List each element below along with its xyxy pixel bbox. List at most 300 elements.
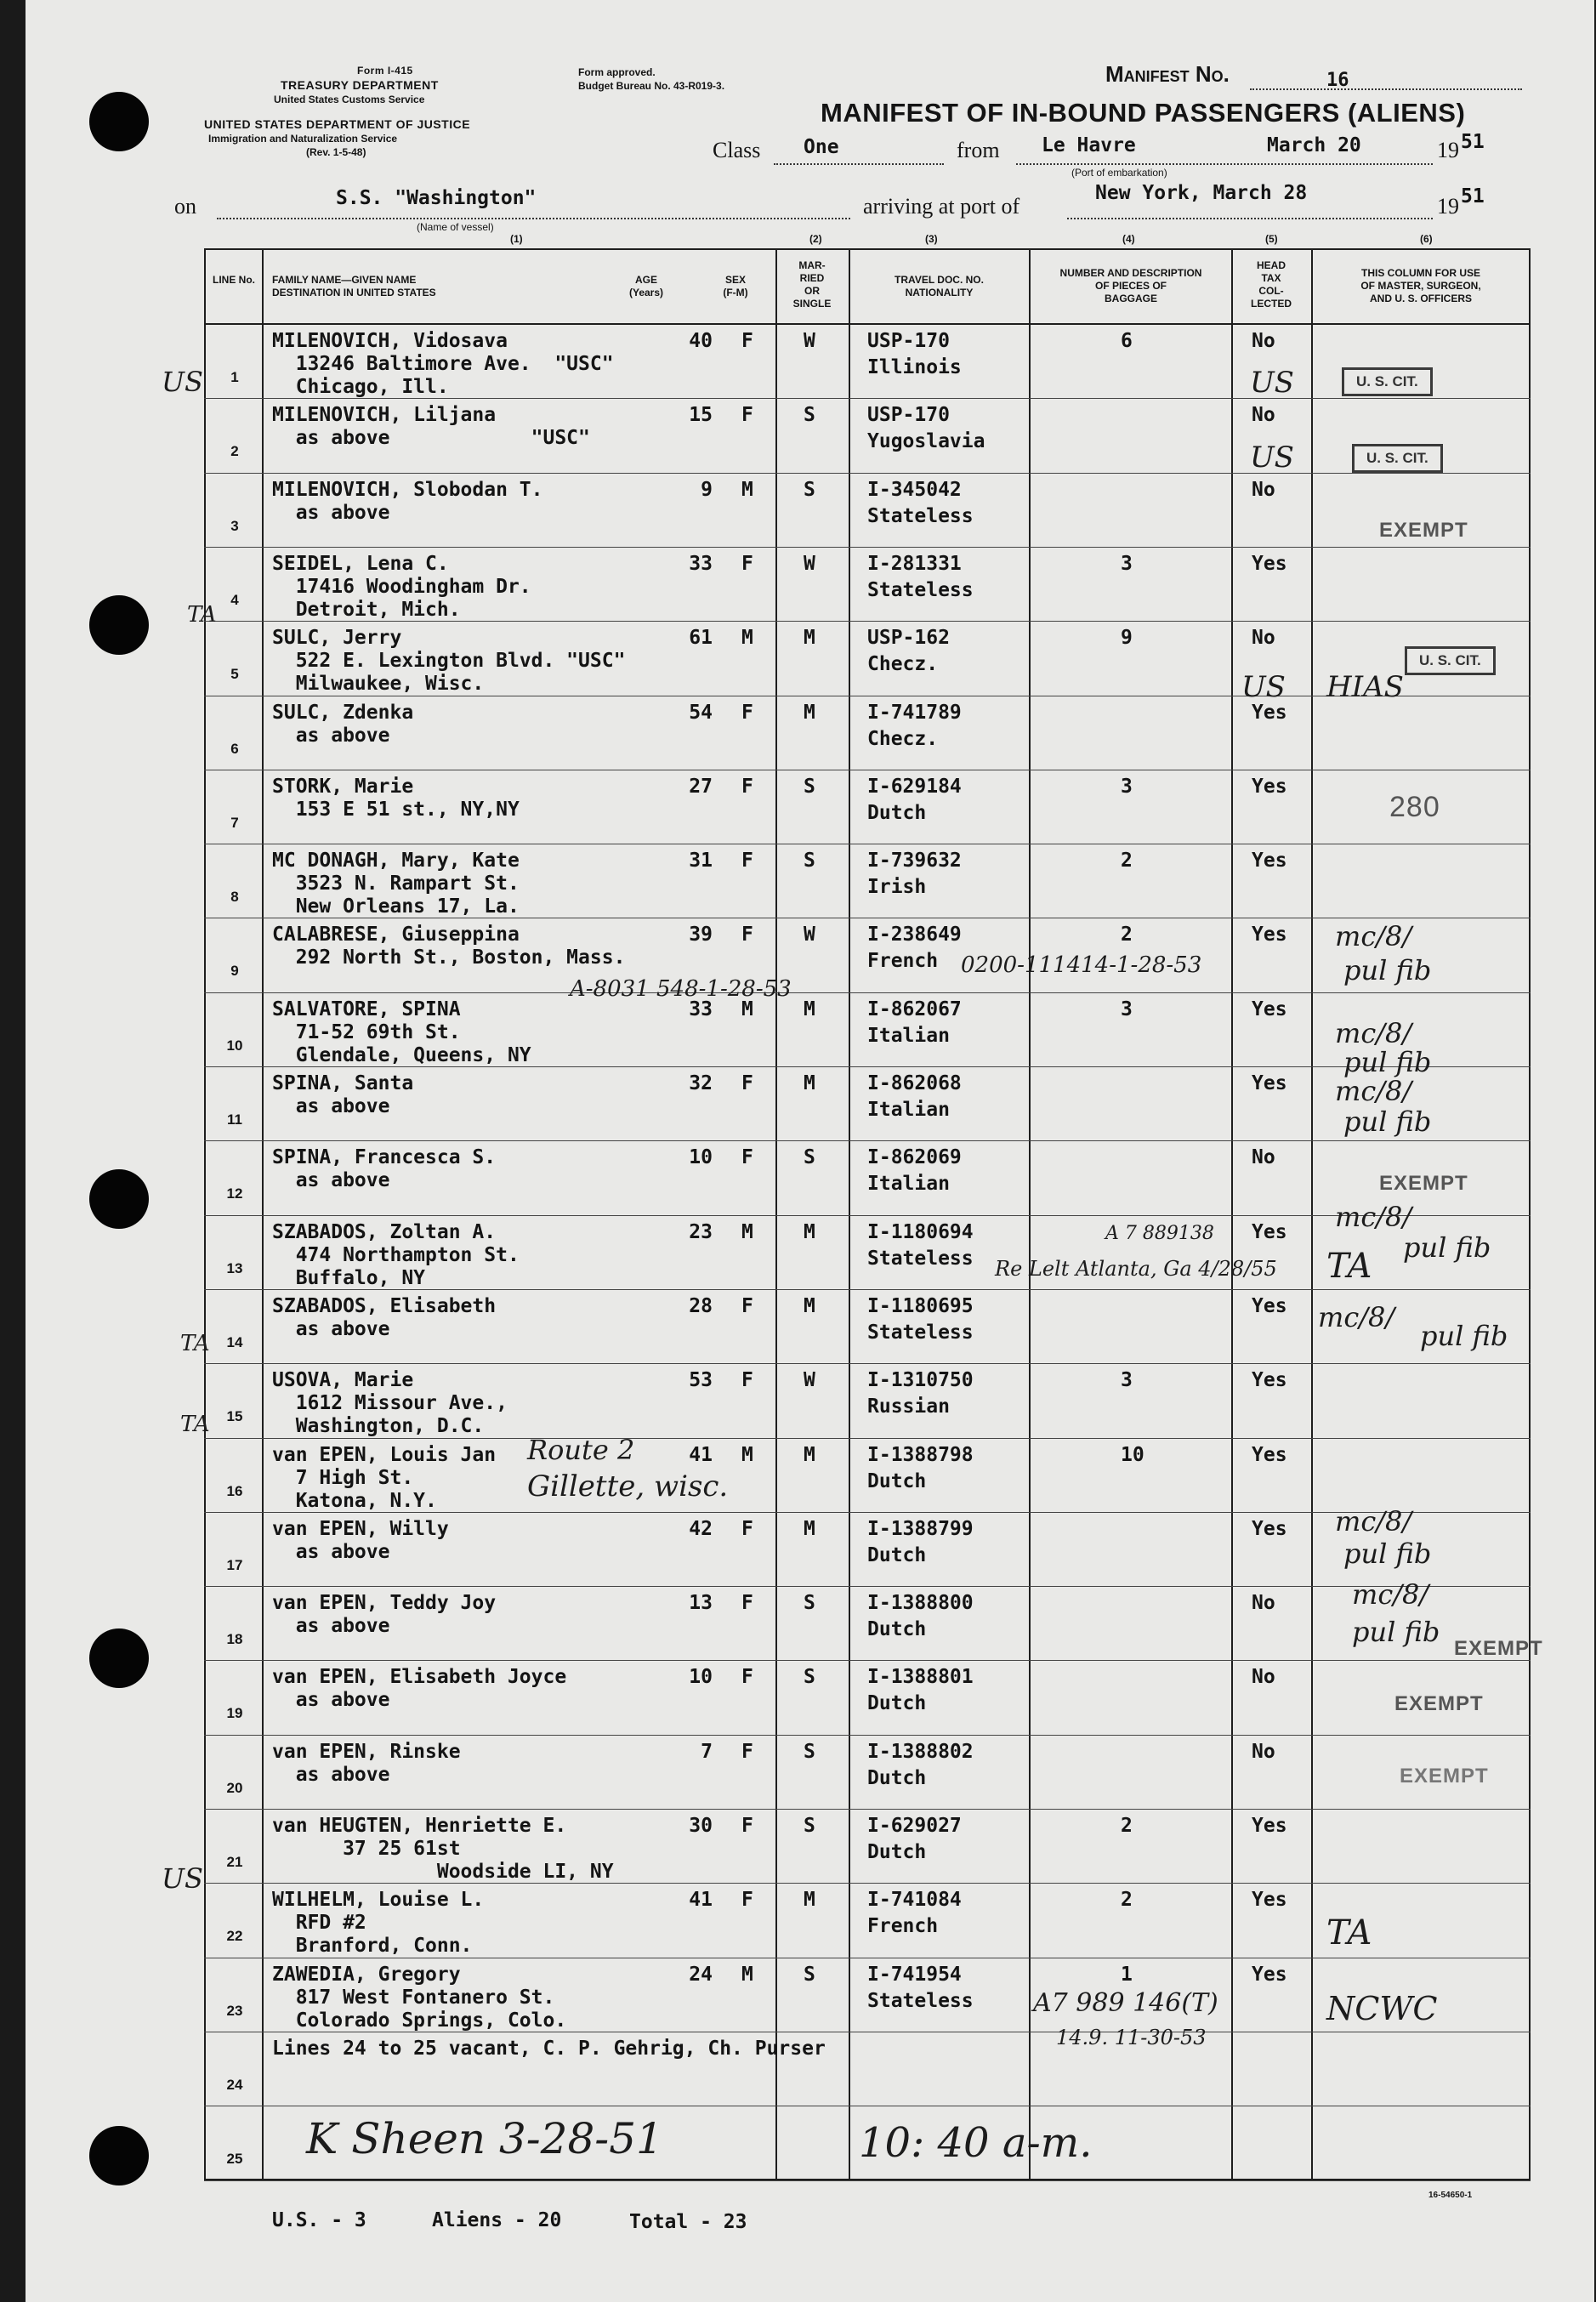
passenger-address: 474 Northampton St.: [272, 1243, 520, 1266]
passenger-sex: F: [741, 1072, 753, 1094]
passenger-name: van EPEN, Teddy Joy: [272, 1592, 497, 1615]
footer-total-count: Total - 23: [629, 2211, 747, 2233]
passenger-address: 13246 Baltimore Ave. "USC": [272, 353, 614, 375]
passenger-name: van HEUGTEN, Henriette E.: [272, 1815, 567, 1837]
exempt-stamp: EXEMPT: [1454, 1637, 1543, 1660]
line-number: 8: [230, 889, 239, 906]
line-number: 15: [226, 1408, 243, 1425]
line-number: 18: [226, 1631, 243, 1648]
marital-status: S: [804, 1592, 815, 1615]
col-header-name: FAMILY NAME—GIVEN NAME DESTINATION IN UNITED STATES: [272, 274, 436, 298]
passenger-address: as above: [272, 1095, 390, 1117]
travel-doc-number: I-741789: [867, 701, 962, 724]
passenger-name: SULC, Zdenka: [272, 701, 414, 724]
embark-year-prefix: 19: [1437, 138, 1459, 162]
passenger-sex: M: [741, 478, 753, 501]
passenger-sex: M: [741, 627, 753, 650]
travel-doc-number: I-1388802: [867, 1740, 974, 1763]
exempt-stamp: EXEMPT: [1400, 1765, 1489, 1788]
row-divider: [204, 1660, 1531, 1661]
line-number: 22: [226, 1928, 243, 1945]
head-tax-collected: Yes: [1252, 1072, 1287, 1094]
passenger-name: MILENOVICH, Slobodan T.: [272, 478, 543, 501]
travel-doc-number: I-1388798: [867, 1443, 974, 1466]
baggage-count: 3: [1121, 1369, 1133, 1392]
line-number: 5: [230, 666, 239, 683]
line-number: 10: [226, 1037, 243, 1054]
travel-doc-number: I-1310750: [867, 1369, 974, 1392]
class-value: One: [804, 136, 839, 158]
passenger-name: ZAWEDIA, Gregory: [272, 1963, 461, 1986]
line-number: 2: [230, 443, 239, 460]
passenger-sex: F: [741, 1369, 753, 1392]
passenger-name: SZABADOS, Zoltan A.: [272, 1220, 497, 1243]
nationality: Dutch: [867, 801, 927, 824]
head-tax-collected: Yes: [1252, 1369, 1287, 1392]
head-tax-collected: Yes: [1252, 775, 1287, 798]
line-number: 12: [226, 1185, 243, 1202]
binder-hole: [89, 595, 149, 655]
manifest-page: [26, 0, 1594, 2302]
hand-zawedia-note: 14.9. 11-30-53: [1056, 2026, 1207, 2049]
marital-status: M: [804, 627, 815, 650]
row-divider: [204, 1140, 1531, 1141]
passenger-address: 522 E. Lexington Blvd. "USC": [272, 650, 626, 673]
marital-status: M: [804, 1889, 815, 1912]
treasury-dept: TREASURY DEPARTMENT: [281, 78, 439, 92]
baggage-count: 9: [1121, 627, 1133, 650]
head-tax-collected: Yes: [1252, 998, 1287, 1020]
travel-doc-number: I-1388801: [867, 1666, 974, 1689]
baggage-count: 3: [1121, 998, 1133, 1020]
travel-doc-number: I-739632: [867, 850, 962, 872]
nationality: Irish: [867, 876, 927, 899]
manifest-label: Manifest No.: [1105, 61, 1230, 87]
line-number: 17: [226, 1556, 243, 1573]
exempt-stamp: EXEMPT: [1394, 1692, 1484, 1715]
passenger-sex: F: [741, 850, 753, 872]
hand-pul-fib: pul fib: [1403, 1231, 1491, 1264]
hand-ta-mark: TA: [180, 1412, 210, 1437]
baggage-count: 2: [1121, 850, 1133, 872]
nationality: French: [867, 950, 939, 973]
head-tax-collected: No: [1252, 1146, 1275, 1169]
marital-status: M: [804, 1220, 815, 1243]
hand-mc-note: mc/8/: [1335, 1505, 1412, 1538]
passenger-address: Colorado Springs, Colo.: [272, 2009, 567, 2032]
col-num-2: (2): [809, 233, 822, 245]
passenger-age: 9: [701, 478, 713, 501]
passenger-address: as above: [272, 501, 390, 524]
row-divider: [204, 2180, 1531, 2181]
passenger-age: 41: [689, 1889, 713, 1912]
passenger-sex: F: [741, 404, 753, 427]
marital-status: W: [804, 1369, 815, 1392]
passenger-address: Milwaukee, Wisc.: [272, 673, 485, 696]
line-number: 16: [226, 1482, 243, 1499]
travel-doc-number: I-741954: [867, 1963, 962, 1986]
line-number: 19: [226, 1705, 243, 1722]
passenger-address: 817 West Fontanero St.: [272, 1986, 555, 2009]
nationality: Stateless: [867, 504, 974, 527]
passenger-address: Woodside LI, NY: [272, 1861, 614, 1883]
travel-doc-number: I-629027: [867, 1815, 962, 1837]
travel-doc-number: I-741084: [867, 1889, 962, 1912]
passenger-address: RFD #2: [272, 1912, 366, 1935]
passenger-address: Washington, D.C.: [272, 1415, 485, 1438]
baggage-count: 3: [1121, 775, 1133, 798]
row-divider: [204, 1735, 1531, 1736]
line-number: 7: [230, 814, 239, 831]
passenger-sex: F: [741, 775, 753, 798]
head-tax-collected: Yes: [1252, 1220, 1287, 1243]
arrival-port: New York, March 28: [1095, 182, 1308, 204]
hand-calabrese-note: A-8031 548-1-28-53: [570, 976, 792, 1002]
nationality: Dutch: [867, 1766, 927, 1789]
nationality: Russian: [867, 1395, 950, 1418]
nationality: Dutch: [867, 1543, 927, 1566]
marital-status: S: [804, 1666, 815, 1689]
passenger-name: MILENOVICH, Vidosava: [272, 330, 508, 352]
passenger-address: Detroit, Mich.: [272, 598, 461, 621]
hand-ta-mark: TA: [1326, 1247, 1372, 1286]
marital-status: S: [804, 404, 815, 427]
head-tax-collected: Yes: [1252, 701, 1287, 724]
revision: (Rev. 1-5-48): [306, 146, 366, 158]
row-divider: [204, 547, 1531, 548]
passenger-sex: M: [741, 1220, 753, 1243]
travel-doc-number: I-281331: [867, 552, 962, 575]
nationality: Yugoslavia: [867, 430, 985, 453]
manifest-title: MANIFEST OF IN-BOUND PASSENGERS (ALIENS): [821, 98, 1466, 128]
passenger-age: 41: [689, 1443, 713, 1466]
baggage-count: 3: [1121, 552, 1133, 575]
nationality: Dutch: [867, 1841, 927, 1863]
passenger-age: 42: [689, 1517, 713, 1540]
passenger-sex: F: [741, 1740, 753, 1763]
hand-pul-fib: pul fib: [1420, 1320, 1508, 1352]
passenger-sex: F: [741, 1889, 753, 1912]
col-header-travel: TRAVEL DOC. NO. NATIONALITY: [895, 274, 984, 298]
col-num-6: (6): [1420, 233, 1433, 245]
passenger-sex: F: [741, 701, 753, 724]
passenger-address: 1612 Missour Ave.,: [272, 1392, 508, 1415]
passenger-address: as above: [272, 1317, 390, 1340]
embark-caption: (Port of embarkation): [1071, 167, 1167, 179]
hand-time: 10: 40 a-m.: [859, 2119, 1093, 2167]
passenger-address: Glendale, Queens, NY: [272, 1043, 531, 1066]
hand-us-mark: US: [1250, 441, 1294, 475]
passenger-name: SEIDEL, Lena C.: [272, 552, 449, 575]
nationality: Checz.: [867, 727, 939, 750]
us-cit-stamp: U. S. CIT.: [1342, 367, 1433, 396]
stamp-280: 280: [1389, 791, 1440, 823]
hand-pul-fib: pul fib: [1343, 1106, 1432, 1138]
binder-hole: [89, 92, 149, 151]
travel-doc-number: I-1388799: [867, 1517, 974, 1540]
travel-doc-number: I-862069: [867, 1146, 962, 1169]
head-tax-collected: Yes: [1252, 850, 1287, 872]
passenger-sex: F: [741, 1815, 753, 1837]
hand-ta-mark: TA: [1326, 1913, 1372, 1952]
arrival-year-prefix: 19: [1437, 194, 1459, 219]
passenger-age: 30: [689, 1815, 713, 1837]
vessel-caption: (Name of vessel): [417, 221, 494, 233]
line-number: 23: [226, 2002, 243, 2019]
passenger-address: as above: [272, 1169, 390, 1192]
passenger-age: 27: [689, 775, 713, 798]
passenger-name: van EPEN, Rinske: [272, 1740, 461, 1763]
footer-us-count: U.S. - 3: [272, 2209, 366, 2231]
marital-status: S: [804, 775, 815, 798]
line-number: 24: [226, 2076, 243, 2093]
head-tax-collected: No: [1252, 404, 1275, 427]
passenger-address: as above: [272, 1540, 390, 1563]
baggage-count: 6: [1121, 330, 1133, 352]
passenger-sex: F: [741, 1294, 753, 1317]
line-number: 13: [226, 1259, 243, 1276]
passenger-age: 61: [689, 627, 713, 650]
passenger-age: 7: [701, 1740, 713, 1763]
line-number: 21: [226, 1854, 243, 1870]
passenger-address: as above "USC": [272, 427, 590, 450]
head-tax-collected: No: [1252, 1740, 1275, 1763]
passenger-address: 37 25 61st: [272, 1838, 461, 1860]
nationality: Italian: [867, 1024, 950, 1047]
passenger-address: Katona, N.Y.: [272, 1489, 437, 1512]
passenger-age: 33: [689, 998, 713, 1020]
marital-status: S: [804, 1146, 815, 1169]
passenger-sex: F: [741, 1146, 753, 1169]
head-tax-collected: No: [1252, 1666, 1275, 1689]
travel-doc-number: USP-170: [867, 404, 950, 427]
hand-mc-note: mc/8/: [1335, 1201, 1412, 1233]
embark-date: March 20: [1267, 134, 1361, 156]
head-tax-collected: Yes: [1252, 1889, 1287, 1912]
class-label: Class: [713, 138, 761, 162]
passenger-address: 153 E 51 st., NY,NY: [272, 798, 520, 821]
travel-doc-number: USP-170: [867, 330, 950, 352]
marital-status: S: [804, 478, 815, 501]
nationality: Checz.: [867, 653, 939, 676]
col-num-1: (1): [510, 233, 523, 245]
passenger-name: van EPEN, Louis Jan: [272, 1443, 497, 1466]
passenger-address: as above: [272, 1763, 390, 1786]
hand-szabados-note: Re Lelt Atlanta, Ga 4/28/55: [995, 1257, 1277, 1281]
col-header-head-tax: HEAD TAX COL- LECTED: [1251, 259, 1292, 310]
row-divider: [204, 473, 1531, 474]
on-label: on: [174, 194, 196, 219]
passenger-name: SULC, Jerry: [272, 627, 402, 650]
passenger-sex: F: [741, 552, 753, 575]
nationality: Stateless: [867, 1247, 974, 1270]
passenger-sex: M: [741, 1443, 753, 1466]
passenger-address: New Orleans 17, La.: [272, 895, 520, 918]
baggage-count: 2: [1121, 1815, 1133, 1837]
passenger-sex: F: [741, 1592, 753, 1615]
marital-status: S: [804, 1740, 815, 1763]
vessel-name: S.S. "Washington": [336, 187, 537, 209]
arriving-label: arriving at port of: [863, 194, 1020, 219]
justice-dept: UNITED STATES DEPARTMENT OF JUSTICE: [204, 117, 471, 131]
hand-zawedia-note: A7 989 146(T): [1033, 1988, 1218, 2018]
hand-pul-fib: pul fib: [1352, 1616, 1440, 1648]
passenger-age: 10: [689, 1666, 713, 1689]
head-tax-collected: Yes: [1252, 924, 1287, 946]
exempt-stamp: EXEMPT: [1379, 1172, 1468, 1195]
passenger-age: 10: [689, 1146, 713, 1169]
passenger-address: 17416 Woodingham Dr.: [272, 575, 531, 598]
passenger-name: USOVA, Marie: [272, 1369, 414, 1392]
hand-ta-mark: TA: [187, 602, 217, 628]
embark-port: Le Havre: [1042, 134, 1136, 156]
head-tax-collected: No: [1252, 330, 1275, 352]
line-number: 14: [226, 1333, 243, 1350]
head-tax-collected: Yes: [1252, 1443, 1287, 1466]
nationality: Dutch: [867, 1469, 927, 1492]
travel-doc-number: I-629184: [867, 775, 962, 798]
hand-mc-note: mc/8/: [1318, 1301, 1395, 1333]
passenger-address: Chicago, Ill.: [272, 376, 449, 398]
passenger-age: 15: [689, 404, 713, 427]
marital-status: M: [804, 1443, 815, 1466]
line-number: 9: [230, 963, 239, 980]
passenger-name: SPINA, Francesca S.: [272, 1146, 497, 1169]
passenger-name: SZABADOS, Elisabeth: [272, 1294, 497, 1317]
binder-hole: [89, 1169, 149, 1229]
passenger-name: MILENOVICH, Liljana: [272, 404, 497, 427]
hand-epen-note: Route 2: [527, 1434, 635, 1466]
form-approved: Form approved.: [578, 66, 656, 78]
passenger-address: Branford, Conn.: [272, 1935, 473, 1958]
nationality: Stateless: [867, 1321, 974, 1344]
nationality: Italian: [867, 1173, 950, 1196]
passenger-address: 3523 N. Rampart St.: [272, 872, 520, 895]
passenger-age: 28: [689, 1294, 713, 1317]
head-tax-collected: Yes: [1252, 552, 1287, 575]
passenger-age: 31: [689, 850, 713, 872]
passenger-sex: F: [741, 1666, 753, 1689]
passenger-sex: F: [741, 1517, 753, 1540]
hand-mc-note: mc/8/: [1335, 1017, 1412, 1049]
travel-doc-number: I-1388800: [867, 1592, 974, 1615]
head-tax-collected: No: [1252, 478, 1275, 501]
hand-mc-note: mc/8/: [1335, 920, 1412, 952]
hand-pul-fib: pul fib: [1343, 1538, 1432, 1570]
hand-ta-mark: TA: [180, 1331, 210, 1356]
us-cit-stamp: U. S. CIT.: [1405, 646, 1496, 675]
line-number: 20: [226, 1779, 243, 1796]
line-number: 25: [226, 2151, 243, 2168]
manifest-number: 16: [1326, 70, 1349, 91]
nationality: Illinois: [867, 356, 962, 378]
passenger-sex: F: [741, 330, 753, 352]
hand-szabados-note: A 7 889138: [1105, 1223, 1214, 1244]
col-header-age: AGE (Years): [628, 274, 664, 298]
line-number: 4: [230, 591, 239, 608]
travel-doc-number: I-1180694: [867, 1220, 974, 1243]
head-tax-collected: Yes: [1252, 1963, 1287, 1986]
passenger-address: as above: [272, 1615, 390, 1638]
passenger-name: STORK, Marie: [272, 775, 414, 798]
arrival-year: 51: [1461, 185, 1485, 207]
marital-status: W: [804, 924, 815, 946]
customs-service: United States Customs Service: [274, 94, 425, 105]
nationality: Stateless: [867, 1989, 974, 2012]
passenger-sex: M: [741, 998, 753, 1020]
col-header-married: MAR- RIED OR SINGLE: [792, 259, 832, 310]
passenger-address: as above: [272, 724, 390, 747]
col-num-5: (5): [1265, 233, 1278, 245]
passenger-address: Buffalo, NY: [272, 1266, 426, 1289]
passenger-address: 7 High St.: [272, 1466, 414, 1489]
hand-mc-note: mc/8/: [1335, 1075, 1412, 1107]
passenger-age: 39: [689, 924, 713, 946]
hand-us-mark: US: [162, 1862, 203, 1895]
head-tax-collected: No: [1252, 1592, 1275, 1615]
hand-ncwc: NCWC: [1326, 1990, 1438, 2027]
baggage-count: 2: [1121, 924, 1133, 946]
baggage-count: 10: [1121, 1443, 1144, 1466]
travel-doc-number: I-862067: [867, 998, 962, 1020]
footer-aliens-count: Aliens - 20: [432, 2209, 562, 2231]
marital-status: W: [804, 330, 815, 352]
hand-signature: K Sheen 3-28-51: [306, 2114, 663, 2163]
passenger-name: SALVATORE, SPINA: [272, 998, 461, 1020]
passenger-age: 54: [689, 701, 713, 724]
row-divider: [204, 992, 1531, 993]
passenger-age: 40: [689, 330, 713, 352]
from-label: from: [957, 138, 1000, 162]
us-cit-stamp: U. S. CIT.: [1352, 444, 1443, 473]
head-tax-collected: Yes: [1252, 1517, 1287, 1540]
passenger-name: CALABRESE, Giuseppina: [272, 924, 520, 946]
travel-doc-number: I-862068: [867, 1072, 962, 1094]
marital-status: M: [804, 998, 815, 1020]
row-divider: [204, 1586, 1531, 1587]
col-header-sex: SEX (F-M): [723, 274, 748, 298]
head-tax-collected: Yes: [1252, 1294, 1287, 1317]
nationality: French: [867, 1915, 939, 1938]
passenger-age: 33: [689, 552, 713, 575]
row-divider: [204, 1363, 1531, 1364]
marital-status: M: [804, 1294, 815, 1317]
marital-status: S: [804, 850, 815, 872]
binder-hole: [89, 2126, 149, 2185]
passenger-name: van EPEN, Elisabeth Joyce: [272, 1666, 567, 1689]
row-divider: [204, 1809, 1531, 1810]
marital-status: M: [804, 701, 815, 724]
passenger-age: 13: [689, 1592, 713, 1615]
nationality: Dutch: [867, 1692, 927, 1715]
budget-bureau: Budget Bureau No. 43-R019-3.: [578, 80, 725, 92]
passenger-age: 53: [689, 1369, 713, 1392]
baggage-count: 2: [1121, 1889, 1133, 1912]
passenger-age: 23: [689, 1220, 713, 1243]
hand-us-mark: US: [162, 366, 203, 398]
marital-status: M: [804, 1517, 815, 1540]
hand-calabrese-note: 0200-111414-1-28-53: [961, 952, 1202, 978]
passenger-address: 292 North St., Boston, Mass.: [272, 946, 626, 969]
travel-doc-number: I-345042: [867, 478, 962, 501]
passenger-address: 71-52 69th St.: [272, 1020, 461, 1043]
head-tax-collected: Yes: [1252, 1815, 1287, 1837]
travel-doc-number: I-238649: [867, 924, 962, 946]
ins-service: Immigration and Naturalization Service: [208, 133, 398, 145]
col-header-line: LINE No.: [213, 274, 255, 286]
nationality: Dutch: [867, 1618, 927, 1641]
passenger-address: as above: [272, 1689, 390, 1712]
